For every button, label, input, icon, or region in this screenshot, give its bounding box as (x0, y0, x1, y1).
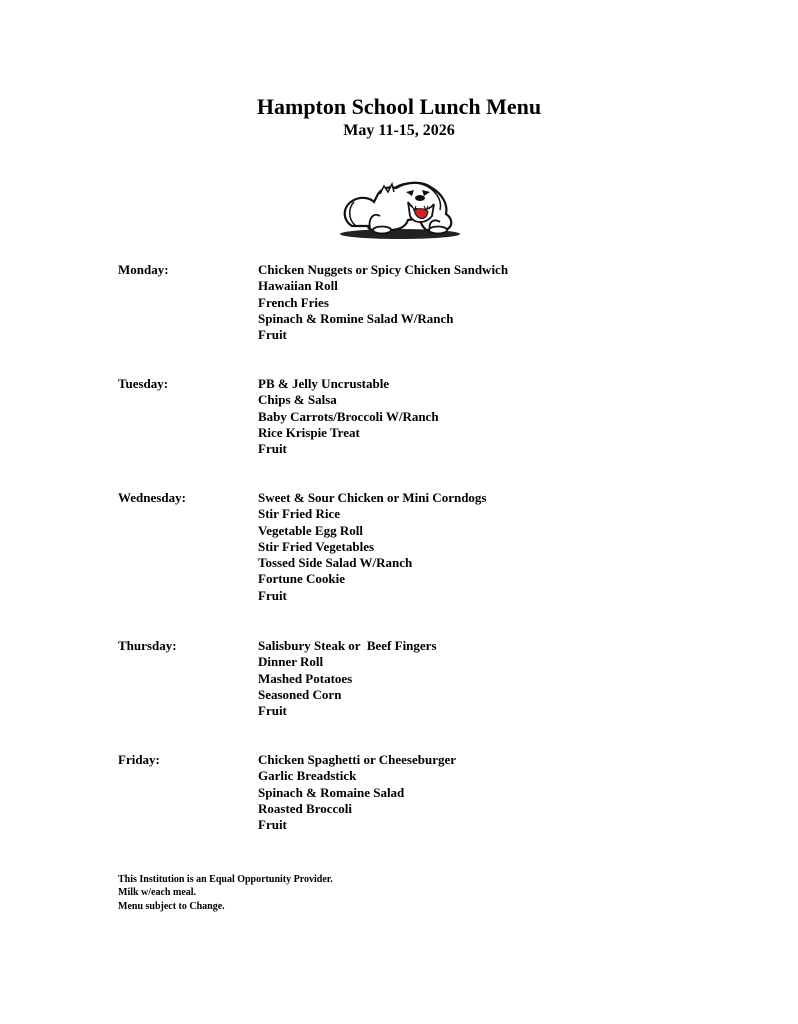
page-title: Hampton School Lunch Menu (256, 94, 542, 119)
menu-item: PB & Jelly Uncrustable (258, 376, 390, 391)
footer-line: Menu subject to Change. (118, 900, 225, 912)
menu-item: Fruit (258, 587, 287, 603)
footer-notes (118, 873, 333, 913)
menu-item: Sweet & Sour Chicken or Mini Corndogs (258, 490, 487, 505)
menu-item: Fruit (258, 817, 287, 833)
menu-item-list (258, 490, 486, 604)
menu-item: Rice Krispie Treat (258, 424, 360, 440)
menu-item: Mashed Potatoes (258, 670, 353, 686)
day-label: Tuesday: (118, 376, 169, 391)
menu-item: Fortune Cookie (258, 571, 346, 587)
menu-item-list (258, 376, 439, 457)
day-label: Thursday: (118, 638, 177, 653)
menu-item: Baby Carrots/Broccoli W/Ranch (258, 408, 439, 424)
menu-item: Fruit (258, 327, 287, 343)
footer-line: Milk w/each meal. (118, 887, 197, 899)
menu-item: Spinach & Romine Salad W/Ranch (258, 310, 454, 326)
menu-item: Dinner Roll (258, 654, 324, 670)
menu-item: Chicken Nuggets or Spicy Chicken Sandwich (258, 262, 509, 277)
menu-item-list (258, 638, 437, 719)
bulldog-mascot-icon (334, 168, 464, 240)
menu-item: Roasted Broccoli (258, 800, 352, 816)
menu-item: Chips & Salsa (258, 392, 337, 408)
day-label: Monday: (118, 262, 169, 277)
menu-item-list (258, 262, 508, 343)
menu-item: Vegetable Egg Roll (258, 522, 363, 538)
menu-item: Garlic Breadstick (258, 768, 357, 784)
menu-item: Stir Fried Vegetables (258, 538, 375, 554)
menu-item: Fruit (258, 441, 287, 457)
menu-item-list (258, 752, 456, 833)
menu-item: French Fries (258, 294, 329, 310)
menu-item: Salisbury Steak or Beef Fingers (258, 638, 437, 653)
day-label: Friday: (118, 752, 160, 767)
menu-item: Seasoned Corn (258, 686, 342, 702)
menu-item: Spinach & Romaine Salad (258, 784, 405, 800)
menu-item: Tossed Side Salad W/Ranch (258, 555, 413, 571)
date-range: May 11-15, 2026 (343, 122, 455, 139)
menu-item: Fruit (258, 703, 287, 719)
day-label: Wednesday: (118, 490, 186, 505)
menu-item: Stir Fried Rice (258, 506, 341, 522)
menu-item: Hawaiian Roll (258, 278, 338, 294)
menu-item: Chicken Spaghetti or Cheeseburger (258, 752, 457, 767)
footer-line: This Institution is an Equal Opportunity Provider. (118, 874, 333, 885)
